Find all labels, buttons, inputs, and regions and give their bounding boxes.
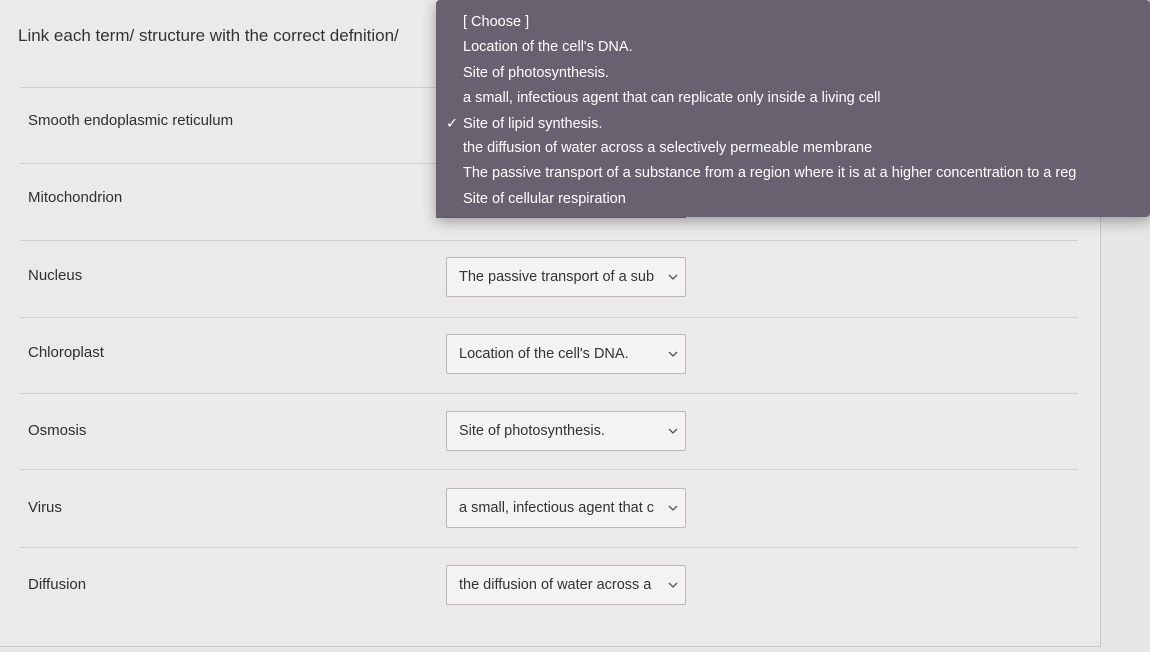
chevron-down-icon xyxy=(667,502,679,514)
select-value: a small, infectious agent that c xyxy=(459,500,655,516)
answer-select-chloroplast[interactable] xyxy=(446,334,686,374)
chevron-down-icon xyxy=(667,579,679,591)
chevron-down-icon xyxy=(667,425,679,437)
checkmark-icon: ✓ xyxy=(446,116,459,132)
term-label-mitochondrion: Mitochondrion xyxy=(28,189,123,206)
answer-select-osmosis[interactable] xyxy=(446,411,686,451)
dropdown-option-selected[interactable]: Site of lipid synthesis. xyxy=(463,116,603,132)
row-divider xyxy=(20,547,1078,548)
answer-dropdown-menu xyxy=(436,0,1150,217)
term-label-chloroplast: Chloroplast xyxy=(28,344,104,361)
term-label-osmosis: Osmosis xyxy=(28,422,87,439)
row-divider xyxy=(20,393,1078,394)
term-label-nucleus: Nucleus xyxy=(28,267,83,284)
term-label-diffusion: Diffusion xyxy=(28,576,87,593)
select-value: The passive transport of a sub xyxy=(459,269,655,285)
select-value: Site of photosynthesis. xyxy=(459,423,605,439)
answer-select-nucleus[interactable] xyxy=(446,257,686,297)
select-value: Location of the cell's DNA. xyxy=(459,346,629,362)
dropdown-option[interactable]: a small, infectious agent that can replicate only inside a living cell xyxy=(463,90,881,106)
answer-select-virus[interactable] xyxy=(446,488,686,528)
term-label-virus: Virus xyxy=(28,499,62,516)
chevron-down-icon xyxy=(667,271,679,283)
select-value: the diffusion of water across a xyxy=(459,577,652,593)
term-label-smooth-er: Smooth endoplasmic reticulum xyxy=(28,112,234,129)
answer-select-diffusion[interactable] xyxy=(446,565,686,605)
dropdown-option[interactable]: Location of the cell's DNA. xyxy=(463,39,633,55)
row-divider xyxy=(20,240,1078,241)
dropdown-option[interactable]: Site of cellular respiration xyxy=(463,191,626,207)
chevron-down-icon xyxy=(667,348,679,360)
dropdown-option[interactable]: Site of photosynthesis. xyxy=(463,65,609,81)
dropdown-option[interactable]: the diffusion of water across a selectively permeable membrane xyxy=(463,140,873,156)
dropdown-option[interactable]: The passive transport of a substance from a region where it is at a higher concentration to a reg xyxy=(463,165,1077,181)
row-divider xyxy=(20,469,1078,470)
question-prompt: Link each term/ structure with the correct defnition/ xyxy=(18,26,399,45)
dropdown-option-choose[interactable]: [ Choose ] xyxy=(463,14,530,30)
row-divider xyxy=(20,317,1078,318)
